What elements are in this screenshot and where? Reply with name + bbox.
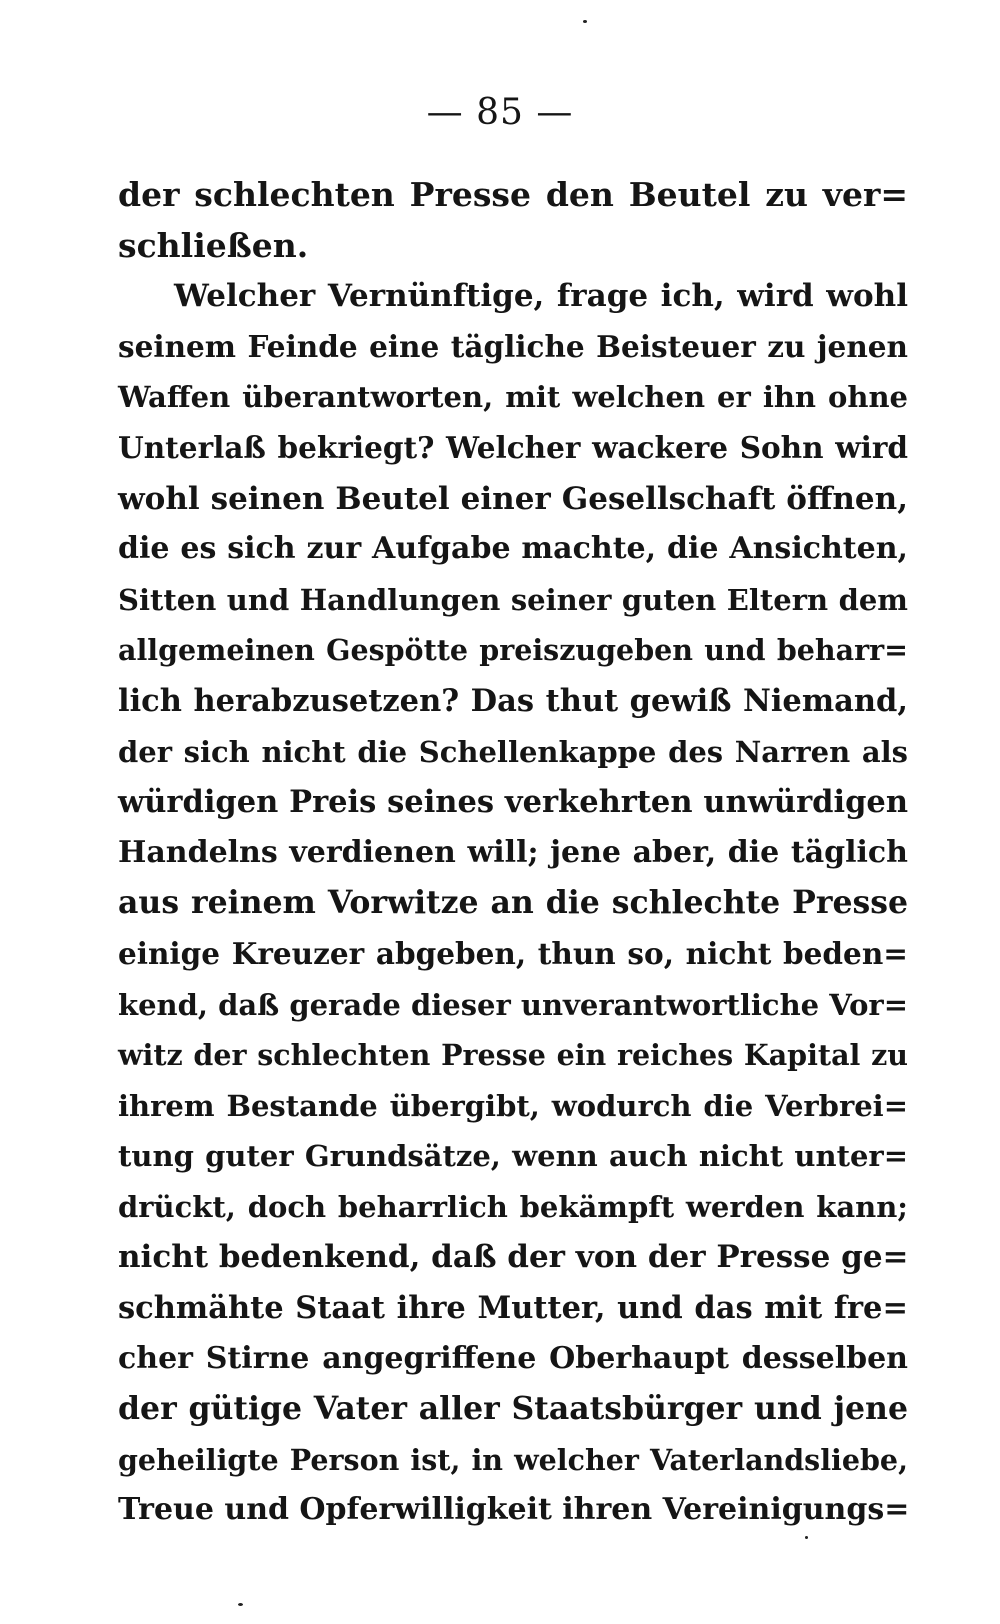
text-line: schließen. — [118, 225, 309, 265]
text-line: tung guter Grundsätze, wenn auch nicht unter= — [118, 1139, 908, 1174]
text-line: geheiligte Person ist, in welcher Vaterlandsliebe, — [118, 1442, 908, 1477]
text-line: witz der schlechten Presse ein reiches Kapital zu — [118, 1038, 908, 1073]
text-line: ihrem Bestande übergibt, wodurch die Verbrei= — [118, 1088, 908, 1123]
text-line: der sich nicht die Schellenkappe des Narren als — [118, 734, 908, 769]
text-line: der gütige Vater aller Staatsbürger und jene — [118, 1390, 908, 1428]
text-line: aus reinem Vorwitze an die schlechte Presse — [118, 884, 908, 922]
print-speck — [238, 1603, 243, 1606]
text-line: drückt, doch beharrlich bekämpft werden kann; — [118, 1189, 908, 1224]
text-line: kend, daß gerade dieser unverantwortliche Vor= — [118, 987, 908, 1022]
text-line: Welcher Vernünftige, frage ich, wird wohl — [174, 278, 908, 315]
text-line: würdigen Preis seines verkehrten unwürdigen — [118, 784, 908, 821]
text-line: nicht bedenkend, daß der von der Presse ge= — [118, 1239, 909, 1276]
text-line: einige Kreuzer abgeben, thun so, nicht beden= — [118, 935, 908, 971]
page-number: — 85 — — [426, 92, 574, 133]
text-line: schmähte Staat ihre Mutter, und das mit fre= — [118, 1290, 908, 1327]
text-line: wohl seinen Beutel einer Gesellschaft öffnen, — [118, 480, 908, 517]
text-line: allgemeinen Gespötte preiszugeben und beharr= — [118, 633, 908, 668]
text-line: cher Stirne angegriffene Oberhaupt desselben — [118, 1340, 908, 1376]
text-line: Unterlaß bekriegt? Welcher wackere Sohn wird — [118, 429, 908, 465]
text-line: lich herabzusetzen? Das thut gewiß Niemand, — [118, 682, 908, 719]
text-line: Sitten und Handlungen seiner guten Eltern dem — [118, 582, 908, 617]
text-line: die es sich zur Aufgabe machte, die Ansichten, — [118, 531, 908, 567]
print-speck — [583, 20, 587, 23]
body-text — [118, 170, 908, 1536]
text-line: der schlechten Presse den Beutel zu ver= — [118, 175, 908, 214]
print-speck — [805, 1536, 808, 1539]
text-line: Waffen überantworten, mit welchen er ihn ohne — [118, 380, 908, 415]
text-line: seinem Feinde eine tägliche Beisteuer zu jenen — [118, 328, 908, 364]
text-line: Handelns verdienen will; jene aber, die täglich — [118, 834, 908, 870]
text-line: Treue und Opferwilligkeit ihren Vereinigungs= — [118, 1492, 910, 1528]
